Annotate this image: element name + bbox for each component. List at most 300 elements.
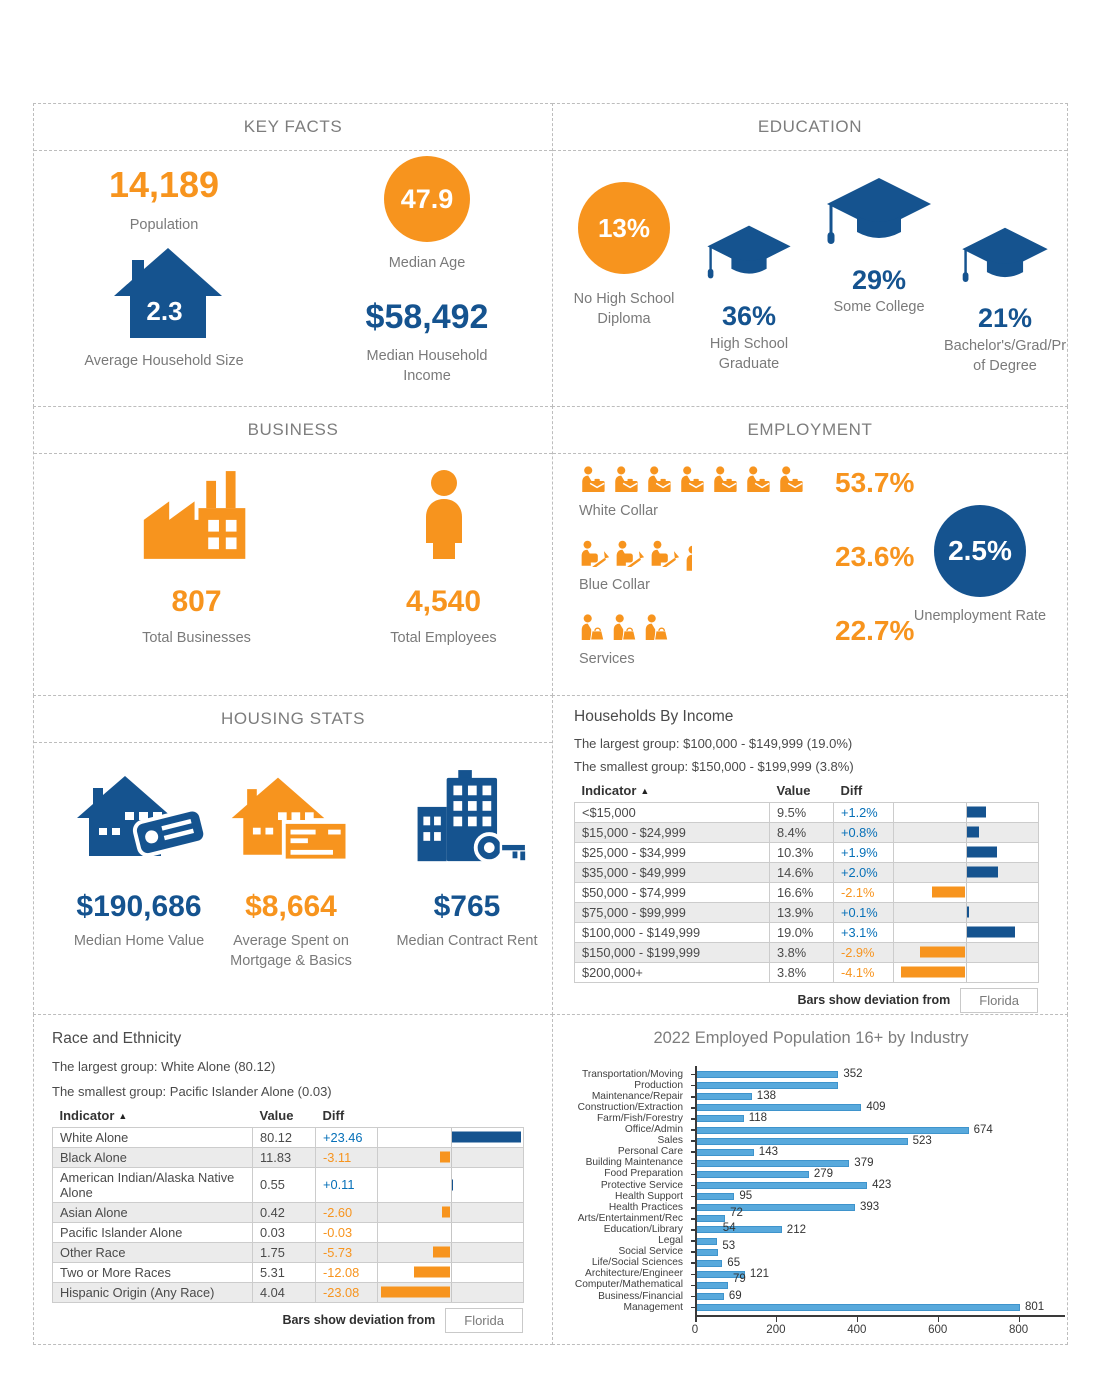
median-home-value: $190,686: [76, 890, 202, 923]
industry-bar: [696, 1093, 752, 1100]
deviation-bar-cell: [378, 1262, 524, 1282]
column-header-indicator[interactable]: Indicator ▲: [59, 1108, 128, 1124]
industry-bar: [696, 1104, 861, 1111]
table-row: [53, 1242, 524, 1262]
industry-bar-value: 79: [733, 1273, 746, 1286]
services-group: [579, 617, 672, 667]
column-header-diff[interactable]: Diff: [322, 1108, 345, 1124]
x-axis-line: [695, 1315, 1065, 1317]
industry-category-label: Personal Care: [617, 1146, 683, 1158]
industry-category-label: Life/Social Sciences: [591, 1257, 683, 1269]
industry-bar: [696, 1249, 718, 1256]
panel-employment: [552, 406, 1068, 696]
x-axis-tick: [695, 1317, 697, 1322]
table-row: [53, 1127, 524, 1147]
industry-bar-value: 69: [728, 1290, 742, 1303]
table-row: [53, 1147, 524, 1167]
house-icon: [102, 242, 227, 345]
population-label: Population: [129, 217, 199, 233]
panel-race: [33, 1014, 553, 1345]
blue-collar-icons: [579, 543, 692, 572]
indicator-cell: $15,000 - $24,999: [575, 822, 770, 842]
industry-category-label: Health Practices: [608, 1201, 683, 1213]
household-size-label: Average Household Size: [84, 353, 244, 369]
deviation-bar-positive: [452, 1132, 521, 1143]
industry-bar-value: 118: [748, 1112, 768, 1125]
x-axis-tick-label: 200: [766, 1324, 786, 1337]
column-header-value[interactable]: Value: [776, 783, 811, 799]
bachelors-label: Bachelor's/Grad/Pr of Degree: [943, 338, 1067, 374]
value-cell: 13.9%: [770, 902, 834, 922]
income-header-row: [575, 780, 1039, 802]
industry-bar-value: 801: [1025, 1301, 1045, 1314]
x-axis-tick-label: 800: [1009, 1324, 1029, 1337]
table-row: [575, 922, 1039, 942]
industry-bar-value: 53: [722, 1239, 736, 1252]
indicator-cell: American Indian/Alaska Native Alone: [53, 1167, 253, 1202]
no-diploma-label: No High School Diploma: [573, 291, 675, 327]
region-selector[interactable]: Florida: [445, 1308, 523, 1333]
apartment-key-icon: [404, 766, 530, 878]
blue-collar-person-icon: [649, 540, 681, 572]
deviation-bar-negative: [414, 1267, 450, 1278]
graduation-cap-icon: [959, 226, 1051, 297]
mortgage-spent-stat: [206, 768, 376, 971]
industry-category-label: Sales: [657, 1135, 683, 1147]
hs-graduate-label: High School Graduate: [709, 336, 789, 372]
table-row: [575, 862, 1039, 882]
industry-bar-value: 72: [730, 1207, 743, 1220]
deviation-bar-positive: [967, 847, 997, 858]
bachelors-value: 21%: [977, 303, 1033, 333]
panel-title: HOUSING STATS: [220, 709, 366, 728]
median-income-stat: [332, 298, 522, 337]
industry-category-label: Office/Admin: [624, 1124, 683, 1136]
industry-bar-value: 138: [756, 1090, 776, 1103]
x-axis-tick: [1019, 1317, 1021, 1322]
industry-bar: [696, 1171, 809, 1178]
industry-category-label: Education/Library: [603, 1223, 683, 1235]
some-college-value: 29%: [851, 265, 907, 295]
education-no-diploma: [563, 182, 685, 329]
industry-bar-value: 121: [749, 1267, 770, 1280]
table-row: [575, 962, 1039, 982]
industry-category-label: Protective Service: [600, 1179, 683, 1191]
industry-bar: [696, 1260, 722, 1267]
mortgage-spent-value: $8,664: [245, 890, 337, 923]
panel-key-facts: [33, 103, 553, 407]
deviation-bar-positive: [452, 1179, 453, 1190]
panel-industry: [552, 1014, 1068, 1345]
diff-cell: +1.9%: [834, 842, 894, 862]
panel-key-facts-header: [34, 104, 552, 151]
table-row: [575, 902, 1039, 922]
industry-category-label: Food Preparation: [604, 1168, 683, 1180]
total-employees-value: 4,540: [405, 585, 482, 618]
white-collar-value: 53.7%: [835, 467, 915, 498]
education-hs-graduate: [685, 224, 813, 374]
value-cell: 0.03: [253, 1222, 316, 1242]
income-title: Households By Income: [574, 708, 734, 725]
industry-category-label: Production: [634, 1079, 683, 1091]
deviation-bar-positive: [967, 907, 969, 918]
industry-bar: [696, 1304, 1020, 1311]
industry-bar: [696, 1282, 728, 1289]
diff-cell: +0.8%: [834, 822, 894, 842]
race-table: [52, 1105, 524, 1303]
indicator-cell: $150,000 - $199,999: [575, 942, 770, 962]
population-stat: [69, 164, 259, 206]
industry-bar: [696, 1193, 734, 1200]
industry-bar: [696, 1293, 724, 1300]
indicator-cell: $25,000 - $34,999: [575, 842, 770, 862]
blue-collar-value: 23.6%: [835, 541, 915, 572]
indicator-cell: Pacific Islander Alone: [53, 1222, 253, 1242]
white-collar-person-icon: [612, 466, 642, 498]
x-axis-tick: [938, 1317, 940, 1322]
panel-title: EDUCATION: [757, 117, 863, 136]
panel-education: [552, 103, 1068, 407]
income-table: [574, 780, 1039, 983]
indicator-cell: Black Alone: [53, 1147, 253, 1167]
graduation-cap-icon: [704, 224, 794, 293]
value-cell: 16.6%: [770, 882, 834, 902]
services-value: 22.7%: [835, 615, 915, 646]
white-collar-icons: [579, 469, 807, 498]
industry-bar-value: 212: [786, 1223, 806, 1236]
industry-bar-value: 379: [854, 1156, 874, 1169]
table-row: [575, 822, 1039, 842]
industry-bar: [696, 1082, 838, 1089]
value-cell: 5.31: [253, 1262, 316, 1282]
industry-bar-value: 523: [912, 1134, 932, 1147]
diff-cell: -5.73: [316, 1242, 378, 1262]
industry-bar: [696, 1182, 867, 1189]
value-cell: 1.75: [253, 1242, 316, 1262]
house-payment-icon: [224, 768, 359, 878]
total-businesses-value: 807: [171, 585, 222, 618]
income-footnote: [574, 988, 1038, 1013]
household-size-value: 2.3: [146, 296, 183, 326]
deviation-bar-cell: [378, 1282, 524, 1302]
column-header-indicator[interactable]: Indicator ▲: [581, 783, 650, 799]
median-income-value: $58,492: [365, 298, 489, 336]
diff-cell: +2.0%: [834, 862, 894, 882]
deviation-bar-cell: [378, 1127, 524, 1147]
median-home-label: Median Home Value: [73, 933, 205, 949]
indicator-cell: <$15,000: [575, 802, 770, 822]
race-title: Race and Ethnicity: [52, 1030, 182, 1047]
deviation-bar-cell: [894, 802, 1039, 822]
industry-category-label: Social Service: [618, 1246, 683, 1258]
indicator-cell: $50,000 - $74,999: [575, 882, 770, 902]
industry-bar: [696, 1238, 717, 1245]
hs-graduate-value: 36%: [721, 301, 777, 331]
panel-title: EMPLOYMENT: [747, 420, 873, 439]
unemployment-label: Unemployment Rate: [913, 608, 1047, 624]
median-income-label: Median Household Income: [366, 348, 488, 384]
industry-bar-value: 674: [973, 1123, 993, 1136]
services-person-icon: [579, 614, 608, 646]
deviation-bar-cell: [894, 902, 1039, 922]
deviation-bar-negative: [932, 887, 965, 898]
deviation-bar-negative: [381, 1287, 449, 1298]
deviation-bar-cell: [378, 1167, 524, 1202]
person-icon: [412, 469, 476, 566]
industry-category-label: Construction/Extraction: [577, 1101, 683, 1113]
indicator-cell: $200,000+: [575, 962, 770, 982]
diff-cell: -4.1%: [834, 962, 894, 982]
industry-category-label: Maintenance/Repair: [591, 1090, 683, 1102]
deviation-bar-positive: [967, 827, 979, 838]
industry-bar: [696, 1115, 744, 1122]
industry-bar: [696, 1149, 754, 1156]
industry-bar: [696, 1160, 849, 1167]
industry-category-label: Computer/Mathematical: [574, 1279, 683, 1291]
column-header-value[interactable]: Value: [259, 1108, 294, 1124]
white-collar-person-icon: [678, 466, 708, 498]
diff-cell: -12.08: [316, 1262, 378, 1282]
industry-chart-title: 2022 Employed Population 16+ by Industry: [653, 1029, 969, 1047]
diff-cell: +1.2%: [834, 802, 894, 822]
industry-bar: [696, 1226, 782, 1233]
services-person-icon: [611, 614, 640, 646]
industry-bar-value: 143: [758, 1145, 778, 1158]
x-axis-tick-label: 600: [928, 1324, 948, 1337]
median-age-label: Median Age: [388, 255, 466, 271]
deviation-bar-cell: [894, 862, 1039, 882]
deviation-bar-positive: [967, 867, 998, 878]
diff-cell: +3.1%: [834, 922, 894, 942]
table-row: [53, 1262, 524, 1282]
region-selector[interactable]: Florida: [960, 988, 1038, 1013]
services-person-icon: [643, 614, 672, 646]
diff-cell: -2.60: [316, 1202, 378, 1222]
value-cell: 8.4%: [770, 822, 834, 842]
panel-business-header: [34, 407, 552, 454]
white-collar-group: [579, 469, 807, 519]
table-row: [575, 882, 1039, 902]
panel-employment-header: [553, 407, 1067, 454]
value-cell: 3.8%: [770, 942, 834, 962]
white-collar-person-icon: [744, 466, 774, 498]
house-price-tag-icon: [69, 768, 209, 878]
x-axis-tick-label: 0: [691, 1324, 699, 1337]
panel-title: BUSINESS: [247, 420, 339, 439]
blue-collar-group: [579, 543, 692, 593]
table-row: [53, 1222, 524, 1242]
value-cell: 11.83: [253, 1147, 316, 1167]
industry-bar-value: 279: [813, 1167, 834, 1180]
income-table-wrap: [574, 780, 1038, 1013]
median-home-value-stat: [49, 768, 229, 952]
blue-collar-person-icon: [579, 540, 611, 572]
white-collar-label: White Collar: [579, 503, 658, 519]
deviation-bar-negative: [433, 1247, 450, 1258]
indicator-cell: $35,000 - $49,999: [575, 862, 770, 882]
diff-cell: +23.46: [316, 1127, 378, 1147]
deviation-bar-cell: [378, 1222, 524, 1242]
table-row: [575, 942, 1039, 962]
income-smallest-group: The smallest group: $150,000 - $199,999 (3.8%): [574, 759, 854, 774]
industry-bar-value: 65: [727, 1256, 741, 1269]
indicator-cell: Hispanic Origin (Any Race): [53, 1282, 253, 1302]
industry-category-label: Health Support: [615, 1190, 683, 1202]
value-cell: 3.8%: [770, 962, 834, 982]
median-rent-label: Median Contract Rent: [396, 933, 538, 949]
table-row: [53, 1202, 524, 1222]
value-cell: 0.55: [253, 1167, 316, 1202]
white-collar-person-icon: [579, 466, 609, 498]
median-age-circle: [384, 156, 470, 242]
deviation-bar-cell: [894, 922, 1039, 942]
deviation-bar-cell: [894, 842, 1039, 862]
deviation-note: Bars show deviation from: [282, 1313, 436, 1327]
diff-cell: +0.1%: [834, 902, 894, 922]
industry-category-label: Business/Financial: [598, 1290, 683, 1302]
sort-ascending-icon: ▲: [640, 786, 650, 797]
deviation-bar-negative: [440, 1152, 449, 1163]
total-employees-stat: [336, 469, 551, 649]
value-cell: 80.12: [253, 1127, 316, 1147]
value-cell: 19.0%: [770, 922, 834, 942]
indicator-cell: Two or More Races: [53, 1262, 253, 1282]
x-axis-tick: [857, 1317, 859, 1322]
blue-collar-label: Blue Collar: [579, 577, 650, 593]
table-row: [53, 1167, 524, 1202]
services-icons: [579, 617, 672, 646]
indicator-cell: White Alone: [53, 1127, 253, 1147]
industry-bar: [696, 1071, 838, 1078]
x-axis-tick-label: 400: [847, 1324, 867, 1337]
mortgage-spent-label: Average Spent on Mortgage & Basics: [230, 933, 352, 969]
deviation-bar-cell: [894, 962, 1039, 982]
education-some-college: [811, 176, 947, 318]
race-smallest-group: The smallest group: Pacific Islander Alone (0.03): [52, 1084, 332, 1099]
panel-housing-header: [34, 696, 552, 743]
race-footnote: [52, 1308, 523, 1333]
race-table-wrap: [52, 1105, 523, 1333]
deviation-bar-cell: [378, 1242, 524, 1262]
race-largest-group: The largest group: White Alone (80.12): [52, 1059, 276, 1074]
industry-bar-value: 54: [722, 1222, 736, 1235]
diff-cell: -2.1%: [834, 882, 894, 902]
column-header-bars: [378, 1105, 524, 1127]
panel-business: [33, 406, 553, 696]
x-axis-tick: [776, 1317, 778, 1322]
panel-income: [552, 695, 1068, 1015]
industry-bar: [696, 1127, 969, 1134]
services-label: Services: [579, 651, 635, 667]
value-cell: 9.5%: [770, 802, 834, 822]
industry-bar-chart: [565, 1069, 1061, 1335]
median-age-value: 47.9: [400, 183, 454, 214]
white-collar-person-icon: [777, 466, 807, 498]
white-collar-person-icon: [645, 466, 675, 498]
deviation-bar-positive: [967, 807, 986, 818]
indicator-cell: Other Race: [53, 1242, 253, 1262]
value-cell: 0.42: [253, 1202, 316, 1222]
total-employees-label: Total Employees: [390, 630, 497, 646]
diff-cell: -3.11: [316, 1147, 378, 1167]
value-cell: 14.6%: [770, 862, 834, 882]
table-row: [575, 842, 1039, 862]
population-value: 14,189: [108, 164, 220, 205]
total-businesses-label: Total Businesses: [142, 630, 251, 646]
factory-icon: [136, 469, 258, 567]
deviation-bar-positive: [967, 927, 1015, 938]
table-row: [575, 802, 1039, 822]
diff-cell: -23.08: [316, 1282, 378, 1302]
blue-collar-person-icon: [614, 540, 646, 572]
deviation-note: Bars show deviation from: [797, 993, 951, 1007]
column-header-diff[interactable]: Diff: [840, 783, 863, 799]
deviation-bar-cell: [894, 822, 1039, 842]
industry-category-label: Building Maintenance: [585, 1157, 683, 1169]
industry-bar-value: 409: [866, 1101, 886, 1114]
industry-bar: [696, 1204, 855, 1211]
race-header-row: [53, 1105, 524, 1127]
unemployment-value: 2.5%: [948, 535, 1012, 566]
table-row: [53, 1282, 524, 1302]
blue-collar-person-icon-partial: [684, 545, 692, 572]
industry-category-label: Architecture/Engineer: [585, 1268, 683, 1280]
industry-bar-value: 423: [872, 1179, 892, 1191]
unemployment-circle: [934, 505, 1026, 597]
diff-cell: -2.9%: [834, 942, 894, 962]
panel-title: KEY FACTS: [243, 117, 343, 136]
y-axis-line: [695, 1066, 697, 1315]
industry-category-label: Arts/Entertainment/Rec: [577, 1212, 683, 1224]
industry-bar: [696, 1138, 908, 1145]
deviation-bar-cell: [378, 1202, 524, 1222]
income-largest-group: The largest group: $100,000 - $149,999 (19.0%): [574, 736, 853, 751]
total-businesses-stat: [89, 469, 304, 649]
industry-category-label: Transportation/Moving: [582, 1068, 683, 1080]
median-rent-stat: [392, 766, 542, 952]
industry-bar: [696, 1215, 725, 1222]
industry-bar-value: 393: [860, 1201, 880, 1214]
deviation-bar-cell: [894, 882, 1039, 902]
value-cell: 4.04: [253, 1282, 316, 1302]
indicator-cell: Asian Alone: [53, 1202, 253, 1222]
no-diploma-value: 13%: [597, 212, 651, 243]
deviation-bar-negative: [920, 947, 965, 958]
some-college-label: Some College: [833, 299, 925, 315]
panel-housing: [33, 695, 553, 1015]
industry-bar-value: 352: [843, 1068, 863, 1080]
white-collar-person-icon: [711, 466, 741, 498]
industry-category-label: Farm/Fish/Forestry: [596, 1112, 683, 1124]
indicator-cell: $75,000 - $99,999: [575, 902, 770, 922]
sort-ascending-icon: ▲: [118, 1111, 128, 1122]
column-header-bars: [894, 780, 1039, 802]
value-cell: 10.3%: [770, 842, 834, 862]
median-rent-value: $765: [433, 890, 501, 923]
education-bachelors: [945, 226, 1065, 376]
industry-category-label: Legal: [658, 1235, 683, 1247]
indicator-cell: $100,000 - $149,999: [575, 922, 770, 942]
deviation-bar-negative: [901, 967, 965, 978]
industry-category-label: Management: [623, 1301, 683, 1313]
deviation-bar-cell: [894, 942, 1039, 962]
industry-bar-value: 95: [739, 1190, 753, 1203]
diff-cell: +0.11: [316, 1167, 378, 1202]
diff-cell: -0.03: [316, 1222, 378, 1242]
deviation-bar-cell: [378, 1147, 524, 1167]
no-diploma-circle: [578, 182, 670, 274]
graduation-cap-icon: [823, 176, 935, 261]
